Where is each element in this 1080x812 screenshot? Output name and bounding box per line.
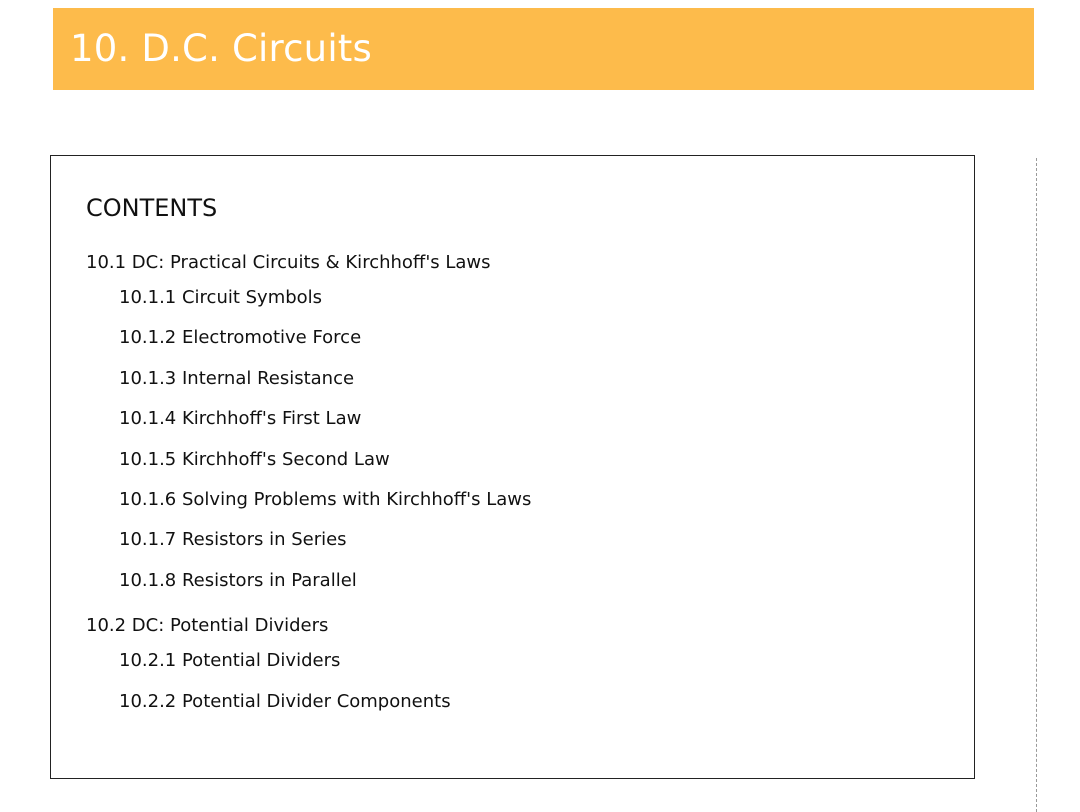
chapter-header <box>53 8 1034 90</box>
toc-item-10-1-8[interactable]: 10.1.8 Resistors in Parallel <box>119 570 357 591</box>
toc-item-10-1-5[interactable]: 10.1.5 Kirchhoff's Second Law <box>119 449 390 470</box>
contents-heading: CONTENTS <box>86 194 218 222</box>
chapter-title: 10. D.C. Circuits <box>70 26 372 70</box>
margin-dashed-line <box>1036 158 1037 812</box>
toc-item-10-1-4[interactable]: 10.1.4 Kirchhoff's First Law <box>119 408 362 429</box>
toc-section-10-1[interactable]: 10.1 DC: Practical Circuits & Kirchhoff's Laws <box>86 252 491 273</box>
toc-item-10-2-2[interactable]: 10.2.2 Potential Divider Components <box>119 691 451 712</box>
toc-section-10-2[interactable]: 10.2 DC: Potential Dividers <box>86 615 329 636</box>
contents-box <box>50 155 975 779</box>
toc-item-10-1-1[interactable]: 10.1.1 Circuit Symbols <box>119 287 323 308</box>
toc-item-10-1-2[interactable]: 10.1.2 Electromotive Force <box>119 327 362 348</box>
toc-item-10-1-6[interactable]: 10.1.6 Solving Problems with Kirchhoff's Laws <box>119 489 532 510</box>
toc-item-10-2-1[interactable]: 10.2.1 Potential Dividers <box>119 650 341 671</box>
toc-item-10-1-7[interactable]: 10.1.7 Resistors in Series <box>119 529 347 550</box>
toc-item-10-1-3[interactable]: 10.1.3 Internal Resistance <box>119 368 355 389</box>
